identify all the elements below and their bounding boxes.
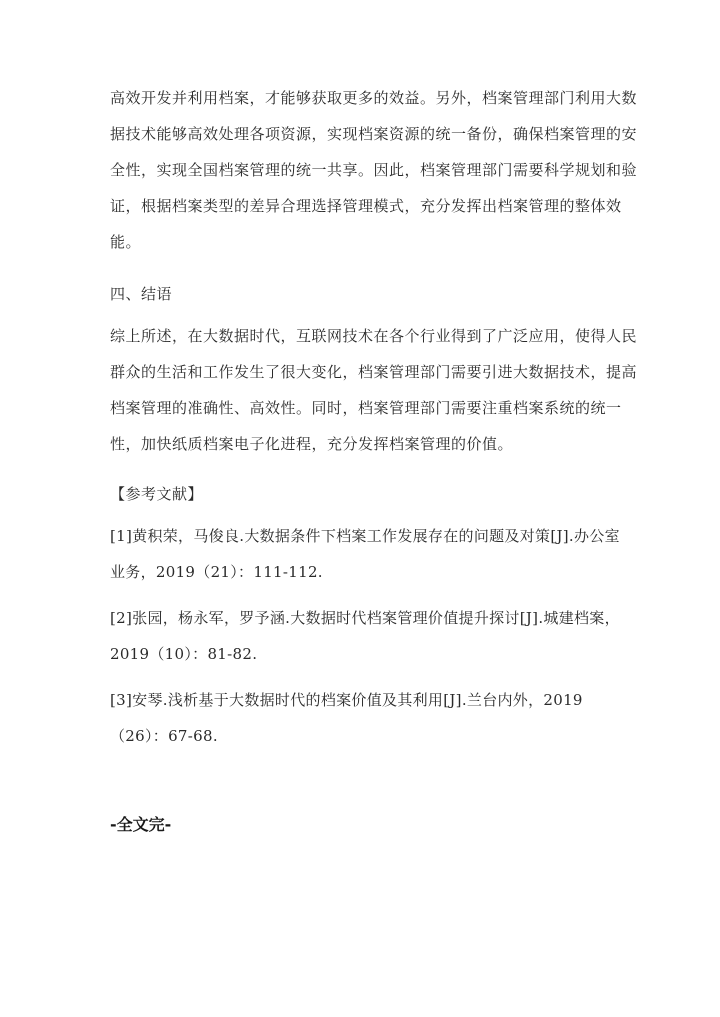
end-of-document-mark: -全文完-	[110, 815, 172, 834]
body-paragraph-2	[110, 318, 638, 462]
paragraph-line: 性，加快纸质档案电子化进程，充分发挥档案管理的价值。	[110, 435, 514, 453]
reference-line: 2019（10）：81-82.	[110, 645, 258, 663]
reference-line: 业务，2019（21）：111-112.	[110, 563, 323, 581]
reference-item-2	[110, 600, 620, 672]
paragraph-line: 能。	[110, 233, 142, 251]
paragraph-line: 群众的生活和工作发生了很大变化，档案管理部门需要引进大数据技术，提高	[110, 363, 638, 381]
body-paragraph-1	[110, 80, 638, 260]
paragraph-line: 全性，实现全国档案管理的统一共享。因此，档案管理部门需要科学规划和验	[110, 161, 638, 179]
references-heading: 【参考文献】	[110, 485, 204, 503]
paragraph-line: 综上所述，在大数据时代，互联网技术在各个行业得到了广泛应用，使得人民	[110, 327, 638, 345]
reference-line: （26）：67-68.	[110, 727, 218, 745]
paragraph-line: 据技术能够高效处理各项资源，实现档案资源的统一备份，确保档案管理的安	[110, 125, 638, 143]
reference-item-1	[110, 518, 620, 590]
reference-item-3	[110, 682, 610, 754]
reference-line: [1]黄积荣，马俊良.大数据条件下档案工作发展存在的问题及对策[J].办公室	[110, 527, 620, 545]
section-heading-conclusion: 四、结语	[110, 285, 173, 303]
paragraph-line: 证，根据档案类型的差异合理选择管理模式，充分发挥出档案管理的整体效	[110, 197, 622, 215]
paragraph-line: 档案管理的准确性、高效性。同时，档案管理部门需要注重档案系统的统一	[110, 399, 622, 417]
paragraph-line: 高效开发并利用档案，才能够获取更多的效益。另外，档案管理部门利用大数	[110, 89, 638, 107]
reference-line: [2]张园，杨永军，罗予涵.大数据时代档案管理价值提升探讨[J].城建档案，	[110, 609, 620, 627]
reference-line: [3]安琴.浅析基于大数据时代的档案价值及其利用[J].兰台内外，2019	[110, 691, 583, 709]
